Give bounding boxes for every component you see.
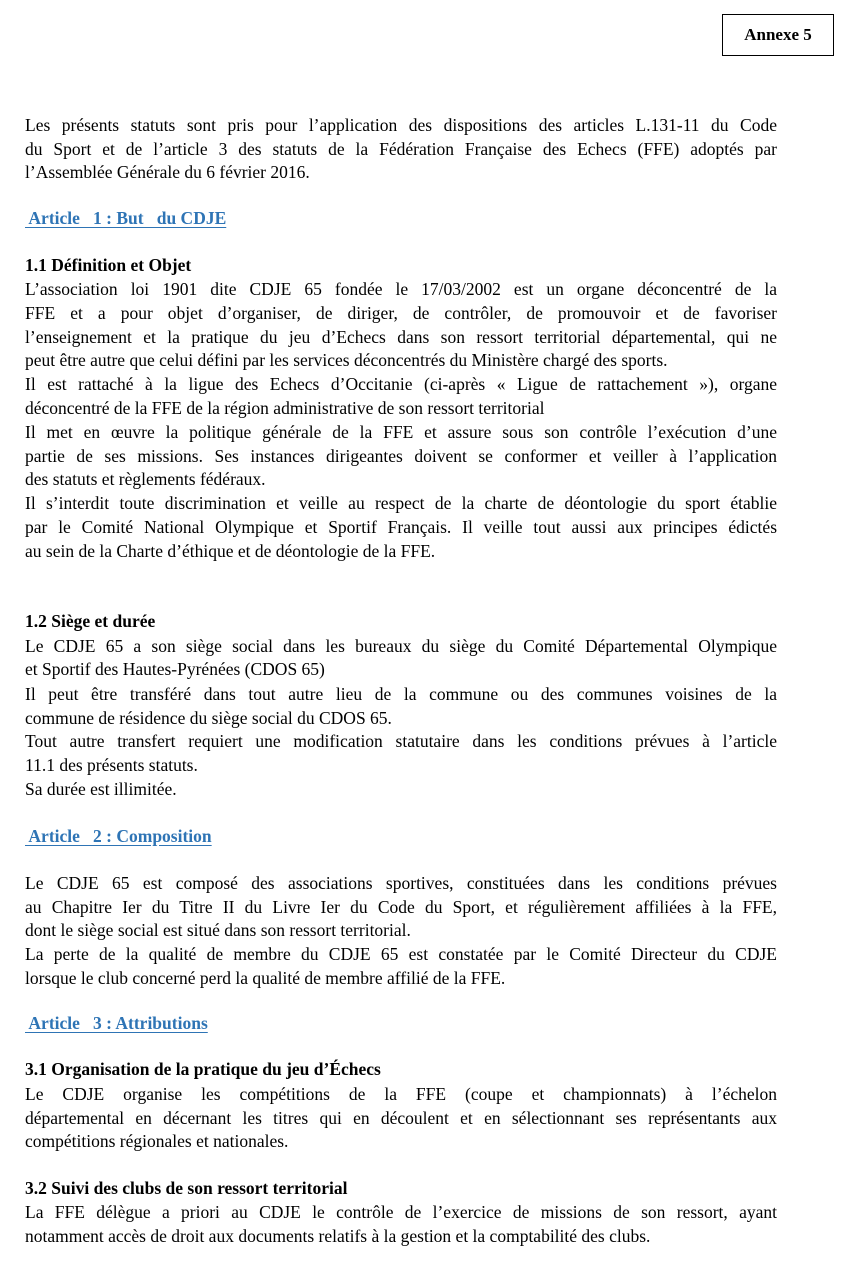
body-line: l’enseignement et la pratique du jeu d’Echecs dans son ressort territorial départemental, qui ne — [25, 327, 777, 347]
body-line: commune de résidence du siège social du CDOS 65. — [25, 708, 392, 728]
body-line: Le CDJE 65 a son siège social dans les bureaux du siège du Comité Départemental Olympique — [25, 636, 777, 656]
body-line: notamment accès de droit aux documents relatifs à la gestion et la comptabilité des clubs. — [25, 1226, 651, 1246]
body-line: dont le siège social est situé dans son ressort territorial. — [25, 920, 411, 940]
article-1-heading: Article 1 : But du CDJE — [25, 208, 227, 228]
body-line: La FFE délègue a priori au CDJE le contrôle de l’exercice de missions de son ressort, ayant — [25, 1202, 777, 1222]
article-3-heading: Article 3 : Attributions — [25, 1013, 208, 1033]
body-line: compétitions régionales et nationales. — [25, 1131, 289, 1151]
annex-label: Annexe 5 — [722, 14, 834, 56]
body-line: 11.1 des présents statuts. — [25, 755, 198, 775]
body-line: lorsque le club concerné perd la qualité de membre affilié de la FFE. — [25, 968, 506, 988]
body-line: peut être autre que celui défini par les services déconcentrés du Ministère chargé des sports. — [25, 350, 668, 370]
body-line: Sa durée est illimitée. — [25, 779, 177, 799]
section-3-2-heading: 3.2 Suivi des clubs de son ressort territorial — [25, 1178, 348, 1198]
section-1-1-heading: 1.1 Définition et Objet — [25, 255, 192, 275]
body-line: FFE et a pour objet d’organiser, de diriger, de contrôler, de promouvoir et de favoriser — [25, 303, 777, 323]
body-line: Il peut être transféré dans tout autre lieu de la commune ou des communes voisines de la — [25, 684, 777, 704]
body-line: Il est rattaché à la ligue des Echecs d’Occitanie (ci-après « Ligue de rattachement »), organe — [25, 374, 777, 394]
body-line: au sein de la Charte d’éthique et de déontologie de la FFE. — [25, 541, 436, 561]
body-line: Il s’interdit toute discrimination et veille au respect de la charte de déontologie du sport établie — [25, 493, 777, 513]
body-line: au Chapitre Ier du Titre II du Livre Ier du Code du Sport, et régulièrement affiliées à la FFE, — [25, 897, 777, 917]
section-1-2-heading: 1.2 Siège et durée — [25, 611, 156, 631]
body-line: des statuts et règlements fédéraux. — [25, 469, 266, 489]
body-line: et Sportif des Hautes-Pyrénées (CDOS 65) — [25, 659, 325, 679]
body-line: Tout autre transfert requiert une modification statutaire dans les conditions prévues à l’article — [25, 731, 777, 751]
article-2-heading: Article 2 : Composition — [25, 826, 212, 846]
body-line: partie de ses missions. Ses instances dirigeantes doivent se conformer et veiller à l’application — [25, 446, 777, 466]
intro-line: Les présents statuts sont pris pour l’application des dispositions des articles L.131-11 du Code — [25, 115, 777, 135]
intro-line: du Sport et de l’article 3 des statuts de la Fédération Française des Echecs (FFE) adoptés par — [25, 139, 777, 159]
body-line: déconcentré de la FFE de la région administrative de son ressort territorial — [25, 398, 545, 418]
body-line: La perte de la qualité de membre du CDJE 65 est constatée par le Comité Directeur du CDJE — [25, 944, 777, 964]
body-line: Le CDJE organise les compétitions de la FFE (coupe et championnats) à l’échelon — [25, 1084, 777, 1104]
body-line: par le Comité National Olympique et Sportif Français. Il veille tout aussi aux principes édictés — [25, 517, 777, 537]
intro-line: l’Assemblée Générale du 6 février 2016. — [25, 162, 310, 182]
body-line: départemental en décernant les titres qui en découlent et en sélectionnant ses représentants aux — [25, 1108, 777, 1128]
section-3-1-heading: 3.1 Organisation de la pratique du jeu d’Échecs — [25, 1059, 381, 1079]
body-line: Il met en œuvre la politique générale de la FFE et assure sous son contrôle l’exécution d’une — [25, 422, 777, 442]
body-line: Le CDJE 65 est composé des associations sportives, constituées dans les conditions prévues — [25, 873, 777, 893]
body-line: L’association loi 1901 dite CDJE 65 fondée le 17/03/2002 est un organe déconcentré de la — [25, 279, 777, 299]
